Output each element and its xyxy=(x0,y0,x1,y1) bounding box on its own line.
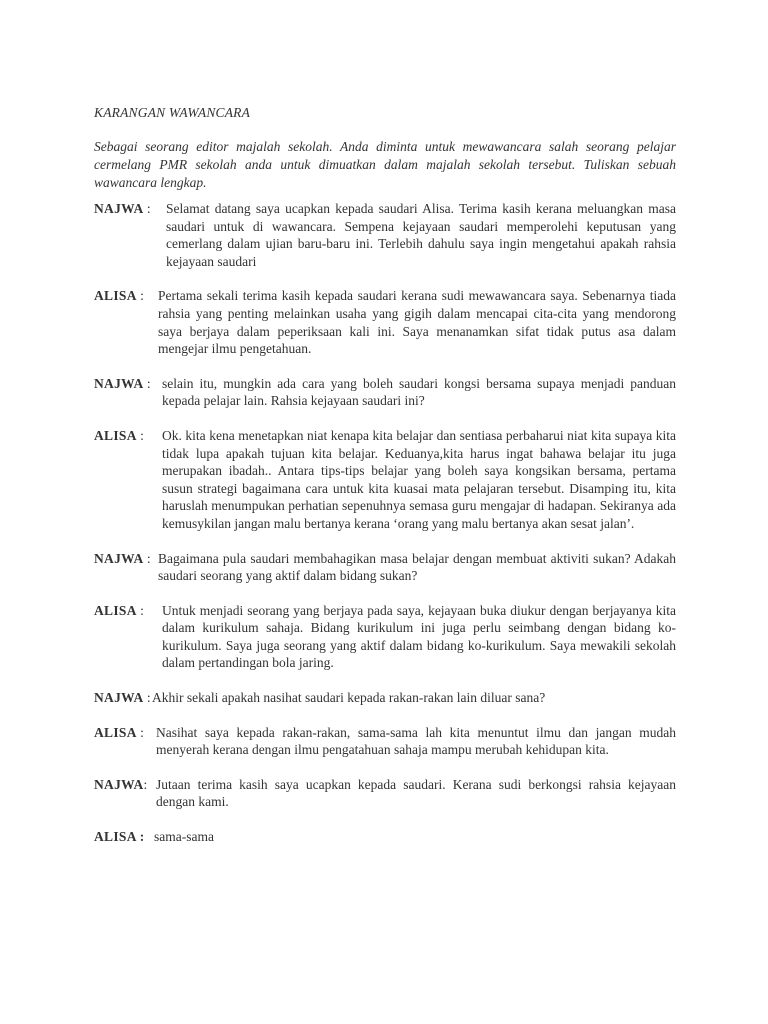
dialogue-text: Akhir sekali apakah nasihat saudari kepada rakan-rakan lain diluar sana? xyxy=(152,690,546,706)
speaker-separator xyxy=(145,829,148,844)
speaker-separator: : xyxy=(136,724,148,740)
speaker-separator: : xyxy=(143,375,155,391)
dialogue-text: Nasihat saya kepada rakan-rakan, sama-sama lah kita menuntut ilmu dan jangan mudah menyerah kerana dengan ilmu pengatahuan sahaja mampu merubah kehidupan kita. xyxy=(156,724,676,758)
dialogue-text: Untuk menjadi seorang yang berjaya pada saya, kejayaan buka diukur dengan berjayanya kita dalam kurikulum sahaja. Bidang kurikulum ini juga perlu seimbang dengan bidang ko-kurikulum. Saya juga seorang yang aktif dalam bidang ko-kurikulum. Saya mewakili sekolah dalam pertandingan bola jaring. xyxy=(162,602,676,671)
dialogue-turn xyxy=(94,689,676,707)
speaker-name: NAJWA xyxy=(94,375,144,391)
dialogue-list xyxy=(94,200,676,846)
speaker-separator: : xyxy=(143,776,151,792)
dialogue-turn xyxy=(94,776,676,811)
dialogue-text: sama-sama xyxy=(154,829,214,845)
dialogue-turn xyxy=(94,375,676,410)
speaker-name: ALISA xyxy=(94,427,137,443)
speaker-separator: : xyxy=(136,427,148,443)
dialogue-turn xyxy=(94,602,676,672)
speaker-name: ALISA xyxy=(94,724,137,740)
speaker-name: NAJWA xyxy=(94,550,144,566)
dialogue-text: selain itu, mungkin ada cara yang boleh saudari kongsi bersama supaya menjadi panduan kepada pelajar lain. Rahsia kejayaan saudari ini? xyxy=(162,375,676,409)
speaker-name: NAJWA xyxy=(94,201,144,216)
speaker-separator: : xyxy=(136,602,148,618)
dialogue-text: Pertama sekali terima kasih kepada saudari kerana sudi mewawancara saya. Sebenarnya tiada rahsia yang penting melainkan usaha yang gigih dalam mencapai cita-cita yang mendorong saya berjaya dalam peperiksaan kali ini. Saya menanamkan sifat tidak putus asa dalam mengejar ilmu pengetahuan. xyxy=(158,288,676,357)
speaker-name: NAJWA xyxy=(94,776,144,792)
speaker-name: ALISA xyxy=(94,602,137,618)
dialogue-turn xyxy=(94,427,676,533)
document-title: KARANGAN WAWANCARA xyxy=(94,105,251,120)
dialogue-turn xyxy=(94,828,676,846)
speaker-separator: : xyxy=(136,288,148,304)
speaker-separator: : xyxy=(143,201,155,216)
document-intro: Sebagai seorang editor majalah sekolah. Anda diminta untuk mewawancara salah seorang pelajar cermelang PMR sekolah anda untuk dimuatkan dalam majalah sekolah tersebut. Tuliskan sebuah wawancara lengkap. xyxy=(94,139,676,190)
speaker-name: NAJWA xyxy=(94,690,144,706)
dialogue-text: Jutaan terima kasih saya ucapkan kepada saudari. Kerana sudi berkongsi rahsia kejayaan dengan kami. xyxy=(156,776,676,810)
speaker-separator: : xyxy=(143,690,155,706)
speaker-name: ALISA xyxy=(94,288,137,304)
dialogue-text: Selamat datang saya ucapkan kepada saudari Alisa. Terima kasih kerana meluangkan masa saudari untuk di wawancara. Sempena kejayaan saudari memperolehi keputusan yang cemerlang dalam ujian baru-baru ini. Terlebih dahulu saya ingin mengetahui apakah rahsia kejayaan saudari xyxy=(166,201,676,269)
dialogue-turn xyxy=(94,287,676,357)
dialogue-turn xyxy=(94,200,676,270)
speaker-name: ALISA : xyxy=(94,829,145,845)
dialogue-text: Bagaimana pula saudari membahagikan masa belajar dengan membuat aktiviti sukan? Adakah saudari seorang yang aktif dalam bidang sukan? xyxy=(158,550,676,584)
speaker-separator: : xyxy=(143,550,155,566)
dialogue-turn xyxy=(94,550,676,585)
dialogue-text: Ok. kita kena menetapkan niat kenapa kita belajar dan sentiasa perbaharui niat kita supaya kita tidak lupa apakah tujuan kita belajar. Keduanya,kita harus ingat bahawa belajar itu juga merupakan ibadah.. Antara tips-tips belajar yang boleh saya kongsikan bersama, pertama susun strategi bagaimana cara untuk kita kuasai mata pelajaran tersebut. Disamping itu, kita haruslah menumpukan perhatian sepenuhnya semasa guru mengajar di hadapan. Sekiranya ada kemusykilan jangan malu bertanya kerana ‘orang yang malu bertanya akan sesat jalan’. xyxy=(162,427,676,531)
document-page xyxy=(94,104,676,863)
dialogue-turn xyxy=(94,724,676,759)
